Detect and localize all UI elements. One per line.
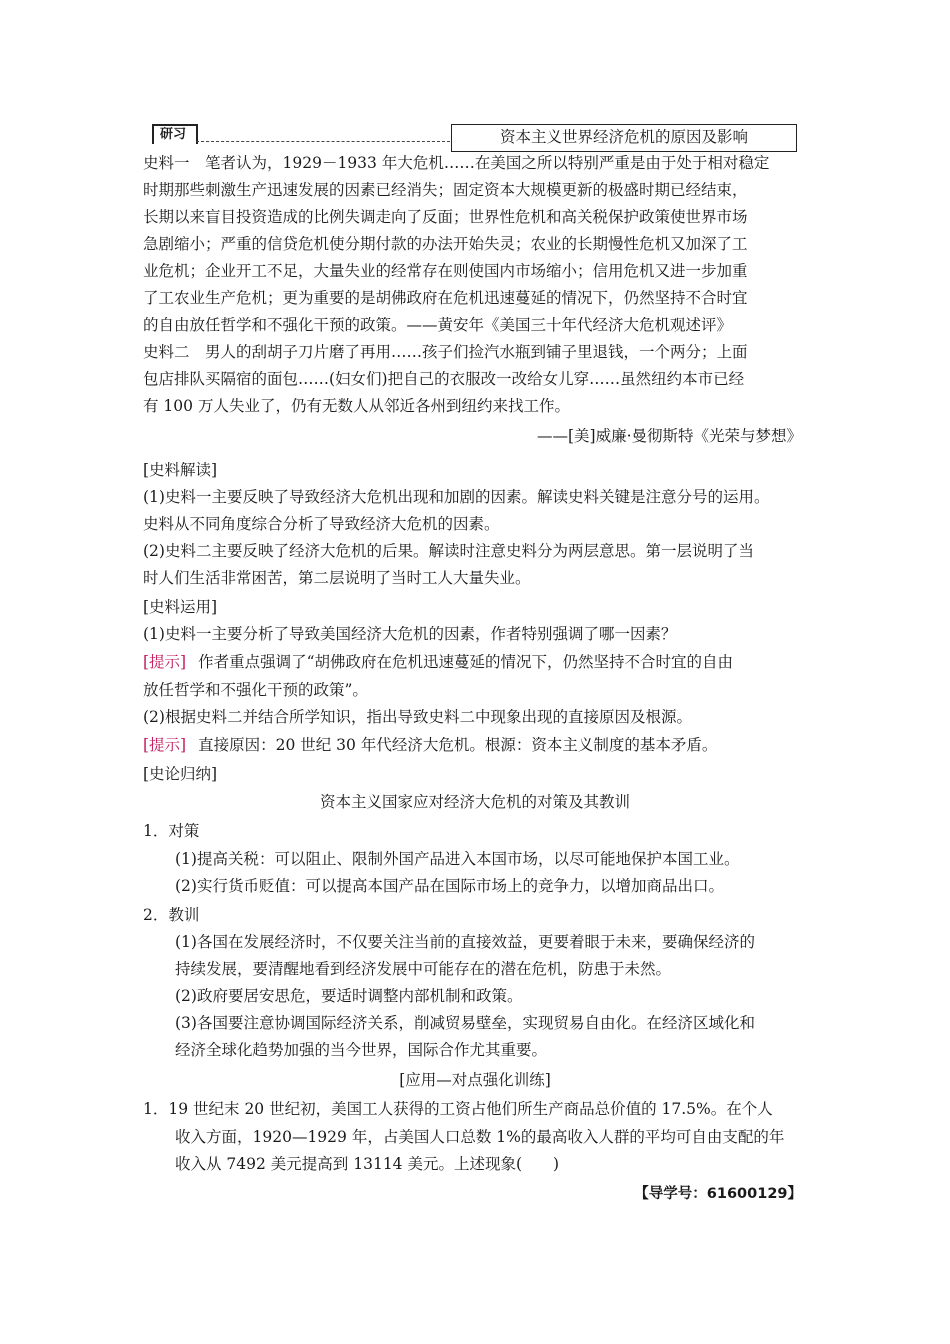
source1-line: 史料一 笔者认为，1929－1933 年大危机……在美国之所以特别严重是由于处于相对稳定: [143, 154, 770, 172]
question-line: (2)根据史料二并结合所学知识，指出导致史料二中现象出现的直接原因及根源。: [143, 708, 692, 726]
summary-subitem: (2)政府要居安思危，要适时调整内部机制和政策。: [175, 987, 523, 1005]
source1-line: 急剧缩小；严重的信贷危机使分期付款的办法开始失灵；农业的长期慢性危机又加深了工: [143, 235, 748, 253]
interpretation-line: 时人们生活非常困苦，第二层说明了当时工人大量失业。: [143, 569, 531, 587]
summary-subitem: 持续发展，要清醒地看到经济发展中可能存在的潜在危机，防患于未然。: [175, 960, 672, 978]
summary-title: 资本主义国家应对经济大危机的对策及其教训: [319, 793, 630, 811]
answer-line: [143, 652, 733, 672]
heading-interpretation: [史料解读]: [143, 461, 218, 479]
answer-line: 放任哲学和不强化干预的政策”。: [143, 681, 368, 699]
dashed-divider: [196, 141, 450, 142]
exercise-question: 收入从 7492 美元提高到 13114 美元。上述现象( ): [175, 1155, 560, 1173]
hint-label: [提示]: [143, 736, 187, 754]
source2-line: 有 100 万人失业了，仍有无数人从邻近各州到纽约来找工作。: [143, 397, 570, 415]
section-tag-box: [152, 124, 450, 148]
question-line: (1)史料一主要分析了导致美国经济大危机的因素，作者特别强调了哪一因素？: [143, 625, 677, 643]
source1-line: 的自由放任哲学和不强化干预的政策。——黄安年《美国三十年代经济大危机观述评》: [143, 316, 733, 334]
source1-line: 业危机；企业开工不足，大量失业的经常存在则使国内市场缩小；信用危机又进一步加重: [143, 262, 748, 280]
summary-subitem: (2)实行货币贬值：可以提高本国产品在国际市场上的竞争力，以增加商品出口。: [175, 877, 724, 895]
answer-text: 作者重点强调了“胡佛政府在危机迅速蔓延的情况下，仍然坚持不合时宜的自由: [198, 653, 734, 671]
interpretation-line: (2)史料二主要反映了经济大危机的后果。解读时注意史料分为两层意思。第一层说明了当: [143, 542, 754, 560]
answer-line: [143, 735, 717, 755]
source1-line: 长期以来盲目投资造成的比例失调走向了反面；世界性危机和高关税保护政策使世界市场: [143, 208, 748, 226]
summary-item: 1．对策: [143, 822, 200, 840]
exercise-question: 1．19 世纪末 20 世纪初，美国工人获得的工资占他们所生产商品总价值的 17.5%。在个人: [143, 1100, 773, 1118]
source2-citation: ——[美]威廉·曼彻斯特《光荣与梦想》: [536, 427, 802, 445]
section-tag: 研习: [152, 124, 198, 144]
guide-number: 【导学号：61600129】: [634, 1186, 802, 1202]
answer-text: 直接原因：20 世纪 30 年代经济大危机。根源：资本主义制度的基本矛盾。: [198, 736, 718, 754]
summary-subitem: (1)提高关税：可以阻止、限制外国产品进入本国市场，以尽可能地保护本国工业。: [175, 850, 740, 868]
summary-item: 2．教训: [143, 906, 200, 924]
interpretation-line: 史料从不同角度综合分析了导致经济大危机的因素。: [143, 515, 500, 533]
source1-line: 了工农业生产危机；更为重要的是胡佛政府在危机迅速蔓延的情况下，仍然坚持不合时宜: [143, 289, 748, 307]
interpretation-line: (1)史料一主要反映了导致经济大危机出现和加剧的因素。解读史料关键是注意分号的运用。: [143, 488, 770, 506]
source2-line: 包店排队买隔宿的面包……(妇女们)把自己的衣服改一改给女儿穿……虽然纽约本市已经: [143, 370, 745, 388]
summary-subitem: (3)各国要注意协调国际经济关系，削减贸易壁垒，实现贸易自由化。在经济区域化和: [175, 1014, 755, 1032]
hint-label: [提示]: [143, 653, 187, 671]
source2-line: 史料二 男人的刮胡子刀片磨了再用……孩子们捡汽水瓶到铺子里退钱，一个两分；上面: [143, 343, 748, 361]
summary-subitem: 经济全球化趋势加强的当今世界，国际合作尤其重要。: [175, 1041, 548, 1059]
source1-line: 时期那些刺激生产迅速发展的因素已经消失；固定资本大规模更新的极盛时期已经结束，: [143, 181, 748, 199]
heading-application: [史料运用]: [143, 598, 218, 616]
exercise-question: 收入方面，1920—1929 年，占美国人口总数 1%的最高收入人群的平均可自由支配的年: [175, 1128, 785, 1146]
heading-summary: [史论归纳]: [143, 765, 218, 783]
exercise-heading: [应用—对点强化训练]: [399, 1071, 551, 1089]
summary-subitem: (1)各国在发展经济时，不仅要关注当前的直接效益，更要着眼于未来，要确保经济的: [175, 933, 755, 951]
section-title: 资本主义世界经济危机的原因及影响: [451, 124, 797, 152]
